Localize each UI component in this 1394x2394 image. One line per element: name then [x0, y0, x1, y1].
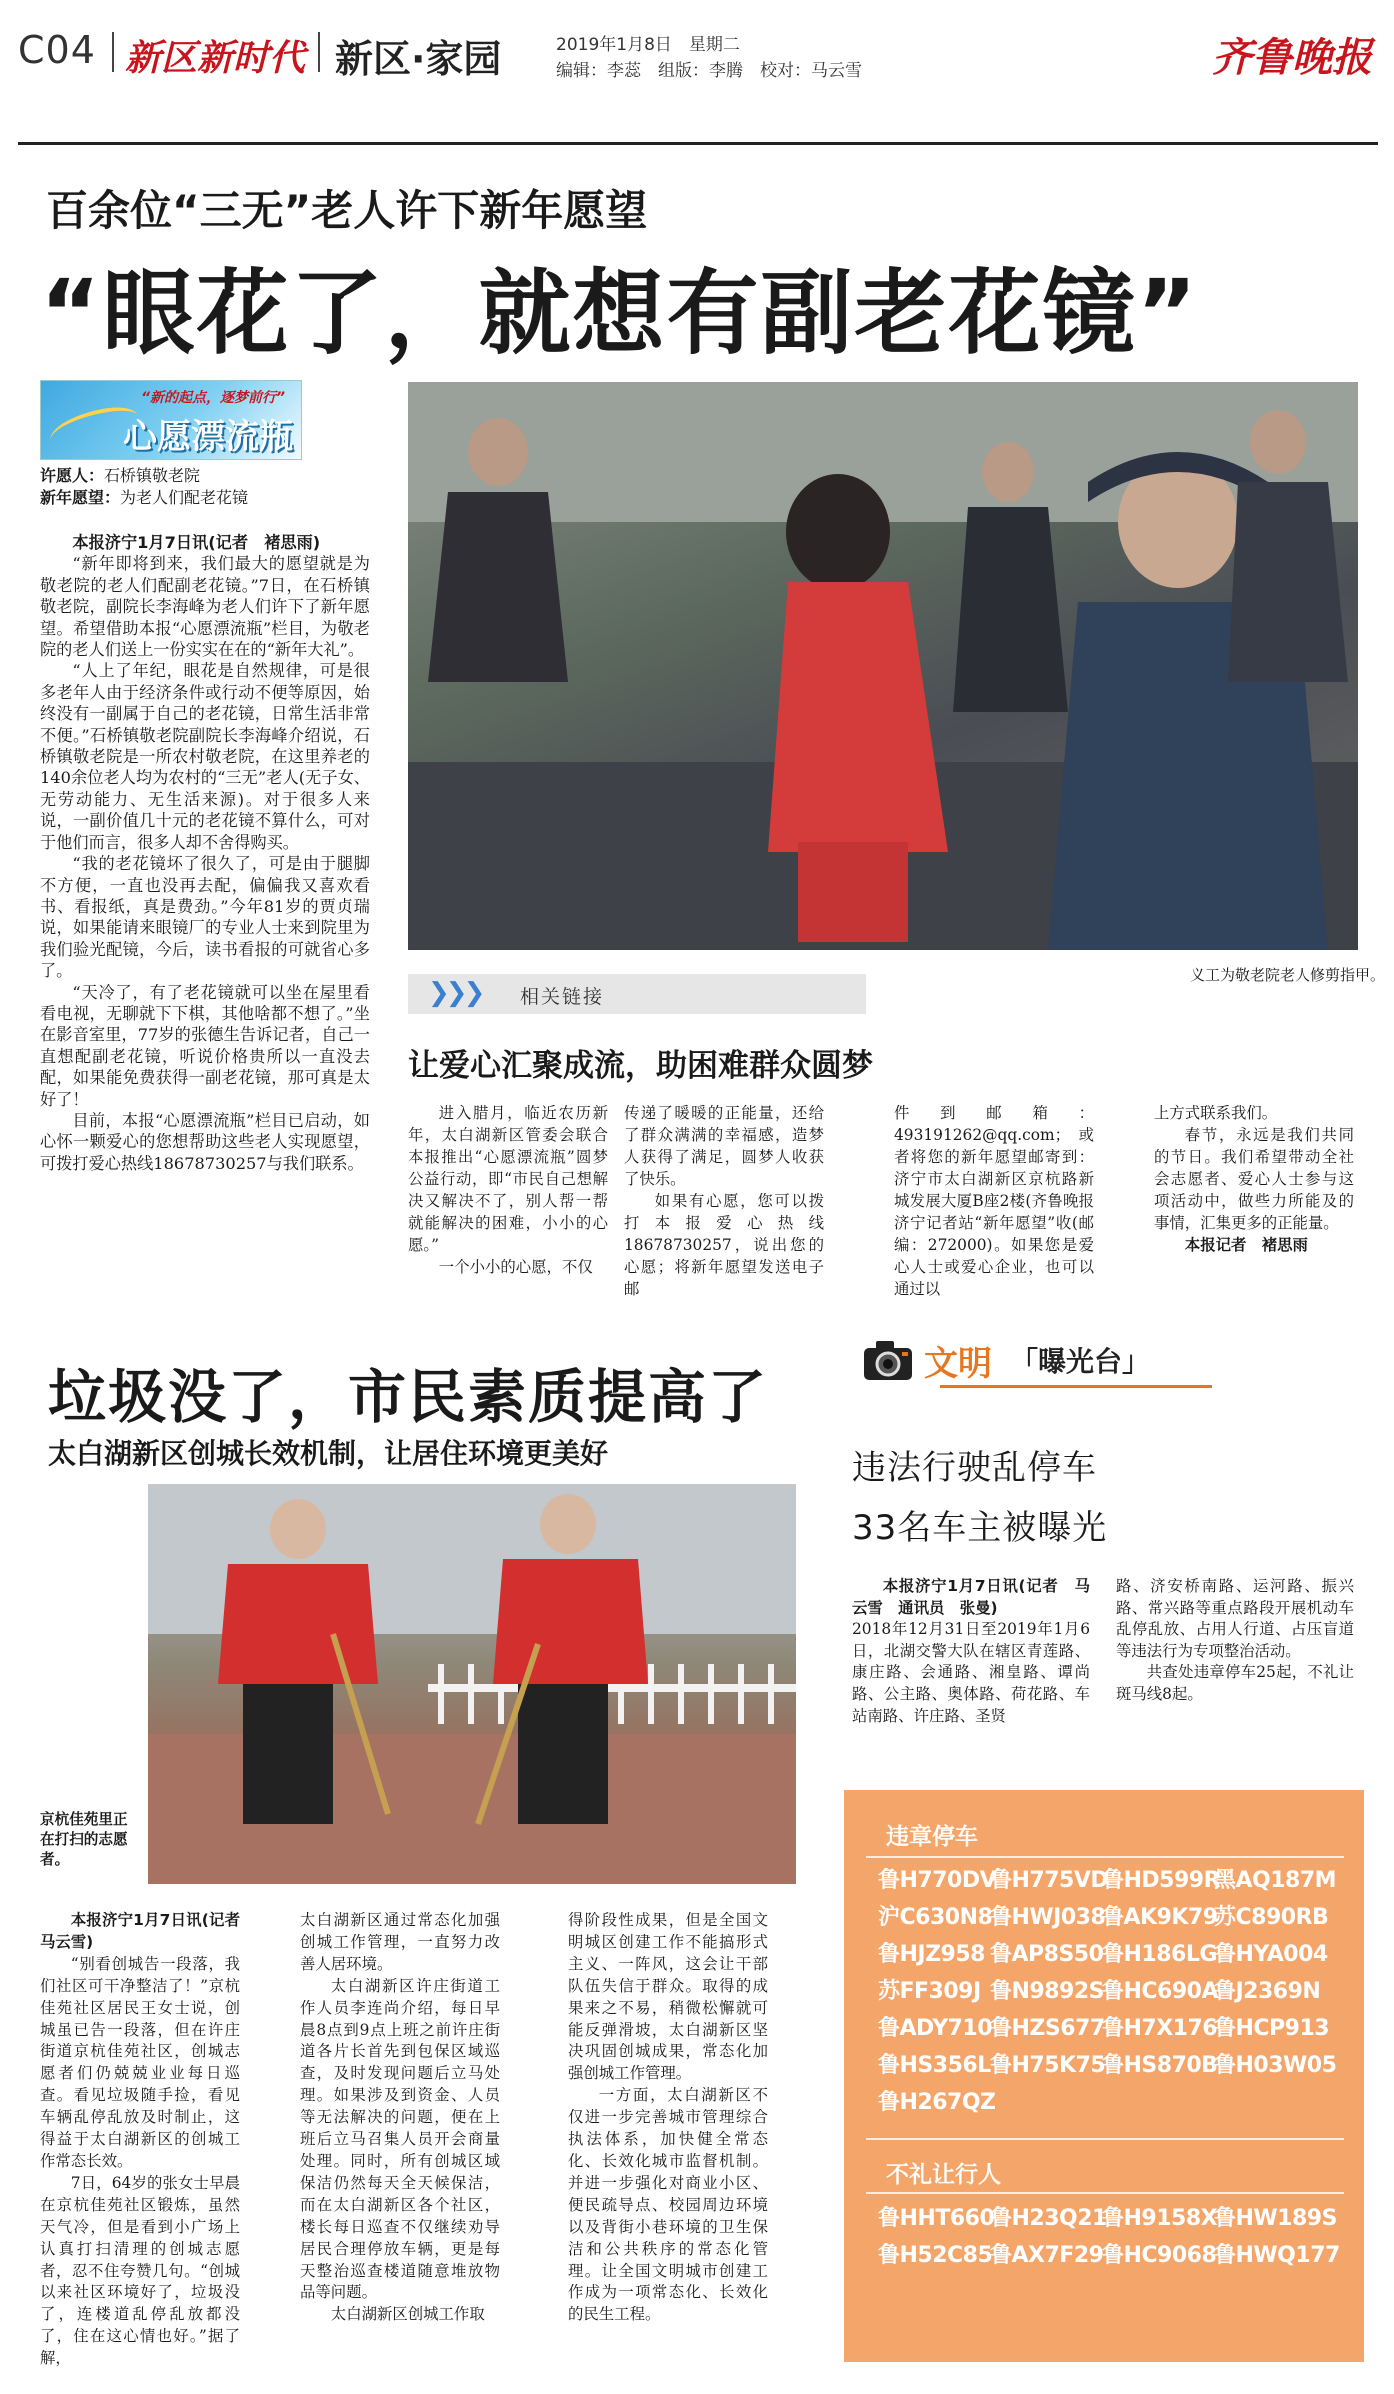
story1-paragraph: “人上了年纪，眼花是自然规律，可是很多老年人由于经济条件或行动不便等原因，始终没有一副属于自己的老花镜，日常生活非常不便。”石桥镇敬老院副院长李海峰介绍说，石桥镇敬老院是一所农村敬老院，在这里养老的140余位老人均为农村的“三无”老人(无子女、无劳动能力、无生活来源)。对于很多人来说，一副价值几十元的老花镜不算什么，可对于他们而言，很多人却不舍得购买。	[40, 661, 370, 852]
issue-date: 2019年1月8日 星期二	[556, 35, 740, 55]
elderly-home-scene	[408, 382, 1358, 950]
yield-plate-grid	[878, 2200, 1340, 2274]
plate-number: 鲁H52C85	[878, 2243, 993, 2268]
page-number: C04	[18, 28, 96, 72]
story2-paragraph: 太白湖新区通过常态化加强创城工作管理，一直努力改善人居环境。	[300, 1911, 500, 1973]
plate-number: 鲁J2369N	[1214, 1979, 1321, 2004]
plate-number: 鲁H267QZ	[878, 2090, 996, 2115]
plate-number: 鲁HZS677	[990, 2016, 1105, 2041]
exposure-paragraph: 共查处违章停车25起，不礼让斑马线8起。	[1116, 1663, 1354, 1703]
exposure-headline-1: 违法行驶乱停车	[852, 1448, 1097, 1488]
related-byline: 本报记者 褚思雨	[1184, 1236, 1308, 1254]
plate-number: 沪C630N8	[878, 1905, 993, 1930]
plate-number: 鲁HHT660	[878, 2206, 995, 2231]
plate-list-panel	[844, 1790, 1364, 2362]
plate-number: 鲁HYA004	[1214, 1942, 1328, 1967]
plate-number: 鲁AX7F29	[990, 2243, 1104, 2268]
story2-subheadline: 太白湖新区创城长效机制，让居住环境更美好	[48, 1437, 609, 1470]
plate-number: 鲁HD599R	[1102, 1868, 1221, 1893]
related-links-bar	[408, 974, 866, 1014]
related-paragraph: 上方式联系我们。	[1154, 1104, 1278, 1122]
parking-plate-grid	[878, 1862, 1337, 2121]
plate-number: 鲁HC9068	[1102, 2243, 1217, 2268]
story2-paragraph: 7日，64岁的张女士早晨在京杭佳苑社区锻炼，虽然天气冷，但是看到小广场上认真打扫清理的创城志愿者，忍不住夸赞几句。“创城以来社区环境好了，垃圾没了，连楼道乱停乱放都没了，住在这心情也好。”据了解，	[40, 2173, 240, 2368]
exposure-title: 文明	[924, 1344, 992, 1384]
plate-number: 鲁HWQ177	[1214, 2243, 1340, 2268]
plate-number: 鲁N9892S	[990, 1979, 1104, 2004]
story1-photo	[408, 382, 1358, 950]
story2-column	[300, 1910, 500, 2326]
plate-divider	[866, 2138, 1344, 2140]
story2-photo	[148, 1484, 796, 1884]
exposure-byline: 本报济宁1月7日讯(记者 马云雪 通讯员 张曼)	[852, 1577, 1090, 1617]
plate-divider	[866, 2192, 1344, 2194]
related-paragraph: 如果有心愿，您可以拨打本报爱心热线18678730257，说出您的心愿；将新年愿望发送电子邮	[624, 1192, 824, 1298]
editor-credits: 编辑：李蕊 组版：李腾 校对：马云雪	[556, 61, 862, 81]
plate-number: 鲁HS870B	[1102, 2053, 1218, 2078]
related-paragraph: 件到邮箱：493191262@qq.com；或者将您的新年愿望邮寄到：济宁市太白湖新区京杭路新城发展大厦B座2楼(齐鲁晚报济宁记者站“新年愿望”收(邮编：272000)。如果您是爱心人士或爱心企业，也可以通过以	[894, 1104, 1094, 1298]
plate-number: 苏FF309J	[878, 1979, 981, 2004]
exposure-column	[852, 1576, 1090, 1727]
exposure-rule	[940, 1385, 1212, 1388]
story1-byline: 本报济宁1月7日讯(记者 褚思雨)	[72, 533, 321, 552]
wish-label: 新年愿望：	[40, 488, 121, 507]
plate-number: 鲁HWJ038	[990, 1905, 1106, 1930]
story1-kicker: 百余位“三无”老人许下新年愿望	[46, 186, 648, 235]
plate-number: 鲁AK9K79	[1102, 1905, 1218, 1930]
exposure-paragraph: 路、济安桥南路、运河路、振兴路、常兴路等重点路段开展机动车乱停乱放、占用人行道、占压盲道等违法行为专项整治活动。	[1116, 1577, 1354, 1660]
wisher-value: 石桥镇敬老院	[104, 466, 201, 485]
double-chevron-icon: ❯❯❯	[428, 978, 482, 1008]
story1-photo-caption: 义工为敬老院老人修剪指甲。	[1190, 966, 1386, 984]
story2-paragraph: 太白湖新区创城工作取	[330, 2305, 485, 2324]
plate-number: 鲁H9158X	[1102, 2206, 1218, 2231]
header-divider	[318, 32, 320, 72]
plate-number: 鲁H75K75	[990, 2053, 1106, 2078]
related-paragraph: 进入腊月，临近农历新年，太白湖新区管委会联合本报推出“心愿漂流瓶”圆梦公益行动，即“市民自己想解决又解决不了，别人帮一帮就能解决的困难，小小的心愿。”	[408, 1104, 608, 1254]
plate-number: 鲁H03W05	[1214, 2053, 1337, 2078]
story2-paragraph: 得阶段性成果，但是全国文明城区创建工作不能搞形式主义、一阵风，这会让干部队伍失信于群众。取得的成果来之不易，稍微松懈就可能反弹滑坡，太白湖新区坚决巩固创城成果，常态化加强创城工作管理。	[568, 1911, 768, 2083]
related-paragraph: 一个小小的心愿，不仅	[438, 1258, 593, 1276]
section-title: 新区·家园	[335, 37, 502, 81]
plate-number: 鲁H7X176	[1102, 2016, 1218, 2041]
plate-number: 苏C890RB	[1214, 1905, 1329, 1930]
story1-headline: “眼花了，就想有副老花镜”	[40, 260, 1199, 367]
exposure-paragraph: 2018年12月31日至2019年1月6日，北湖交警大队在辖区青莲路、康庄路、会通路、湘皇路、谭尚路、公主路、奥体路、荷花路、车站南路、许庄路、圣贤	[852, 1620, 1090, 1725]
story2-byline: 本报济宁1月7日讯(记者 马云雪)	[40, 1911, 256, 1951]
story2-paragraph: 太白湖新区许庄街道工作人员李连尚介绍，每日早晨8点到9点上班之前许庄街道各片长首先到包保区域巡查，及时发现问题后立马处理。如果涉及到资金、人员等无法解决的问题，便在上班后立马召集人员开会商量处理。同时，所有创城区域保洁仍然每天全天候保洁，而在太白湖新区各个社区，楼长每日巡查不仅继续劝导居民合理停放车辆，更是每天整治巡查楼道随意堆放物品等问题。	[300, 1976, 500, 2302]
plate-divider	[866, 1856, 1344, 1858]
related-paragraph: 传递了暖暖的正能量，还给了群众满满的幸福感，造梦人获得了满足，圆梦人收获了快乐。	[624, 1104, 824, 1188]
plate-number: 鲁H23Q21	[990, 2206, 1107, 2231]
header-divider	[112, 32, 114, 72]
exposure-tag: 「曝光台」	[1010, 1345, 1151, 1378]
story1-paragraph: 目前，本报“心愿漂流瓶”栏目已启动，如心怀一颗爱心的您想帮助这些老人实现愿望，可拨打爱心热线18678730257与我们联系。	[40, 1110, 370, 1173]
parking-violations-title: 违章停车	[886, 1824, 978, 1850]
related-column	[894, 1102, 1094, 1300]
related-column	[408, 1102, 608, 1278]
story2-photo-caption: 京杭佳苑里正在打扫的志愿者。	[40, 1811, 128, 1868]
plate-number: 鲁H186LG	[1102, 1942, 1217, 1967]
plate-number: 鲁AP8S50	[990, 1942, 1104, 1967]
related-headline: 让爱心汇聚成流，助困难群众圆梦	[408, 1048, 873, 1084]
related-column	[1154, 1102, 1354, 1256]
story2-column	[568, 1910, 768, 2326]
story2-paragraph: 一方面，太白湖新区不仅进一步完善城市管理综合执法体系，加快健全常态化、长效化城市监督机制。并进一步强化对商业小区、便民疏导点、校园周边环境以及背街小巷环境的卫生保洁和公共秩序的常态化管理。让全国文明城市创建工作成为一项常态化、长效化的民生工程。	[568, 2086, 768, 2324]
newspaper-logo: 齐鲁晚报	[1212, 34, 1372, 81]
plate-number: 鲁HJZ958	[878, 1942, 985, 1967]
exposure-column	[1116, 1576, 1354, 1706]
plate-number: 鲁H775VD	[990, 1868, 1109, 1893]
plate-number: 鲁HCP913	[1214, 2016, 1330, 2041]
plate-number: 鲁HS356L	[878, 2053, 991, 2078]
banner-slogan: “新的起点，逐梦前行”	[141, 390, 286, 406]
plate-number: 黑AQ187M	[1214, 1868, 1337, 1893]
story1-paragraph: “新年即将到来，我们最大的愿望就是为敬老院的老人们配副老花镜。”7日，在石桥镇敬老院，副院长李海峰为老人们许下了新年愿望。希望借助本报“心愿漂流瓶”栏目，为敬老院的老人们送上一份实实在在的“新年大礼”。	[40, 554, 370, 660]
exposure-headline-2: 33名车主被曝光	[852, 1508, 1108, 1548]
related-column	[624, 1102, 824, 1300]
wish-info	[40, 465, 302, 509]
plate-number: 鲁HW189S	[1214, 2206, 1337, 2231]
plate-number: 鲁HC690A	[1102, 1979, 1219, 2004]
related-paragraph: 春节，永远是我们共同的节日。我们希望带动全社会志愿者、爱心人士参与这项活动中，做些力所能及的事情，汇集更多的正能量。	[1154, 1126, 1354, 1232]
story1-paragraph: “我的老花镜坏了很久了，可是由于腿脚不方便，一直也没再去配，偏偏我又喜欢看书、看报纸，真是费劲。”今年81岁的贾贞瑞说，如果能请来眼镜厂的专业人士来到院里为我们验光配镜，今后，读书看报的可就省心多了。	[40, 854, 370, 981]
banner-title: 心愿漂流瓶	[123, 417, 293, 457]
wish-bottle-banner	[40, 380, 302, 460]
story1-body	[40, 532, 370, 1174]
plate-number: 鲁ADY710	[878, 2016, 993, 2041]
header-rule	[18, 142, 1378, 145]
section-brand: 新区新时代	[125, 37, 306, 79]
story2-column	[40, 1910, 256, 2370]
yield-violations-title: 不礼让行人	[886, 2162, 1001, 2188]
plate-number: 鲁H770DV	[878, 1868, 997, 1893]
related-links-label: 相关链接	[520, 986, 605, 1008]
wisher-label: 许愿人：	[40, 466, 105, 485]
volunteers-sweeping-scene	[148, 1484, 796, 1884]
story1-paragraph: “天冷了，有了老花镜就可以坐在屋里看看电视，无聊就下下棋，其他啥都不想了。”坐在影音室里，77岁的张德生告诉记者，自己一直想配副老花镜，听说价格贵所以一直没去配，如果能免费获得一副老花镜，那可真是太好了！	[40, 982, 370, 1109]
wish-value: 为老人们配老花镜	[120, 488, 249, 507]
story2-headline: 垃圾没了，市民素质提高了	[48, 1363, 769, 1431]
camera-icon	[862, 1338, 914, 1384]
story2-paragraph: “别看创城告一段落，我们社区可干净整洁了！”京杭佳苑社区居民王女士说，创城虽已告一段落，但在许庄街道京杭佳苑社区，创城志愿者们仍兢兢业业每日巡查。看见垃圾随手捡，看见车辆乱停乱放及时制止，这得益于太白湖新区的创城工作常态长效。	[40, 1954, 240, 2170]
